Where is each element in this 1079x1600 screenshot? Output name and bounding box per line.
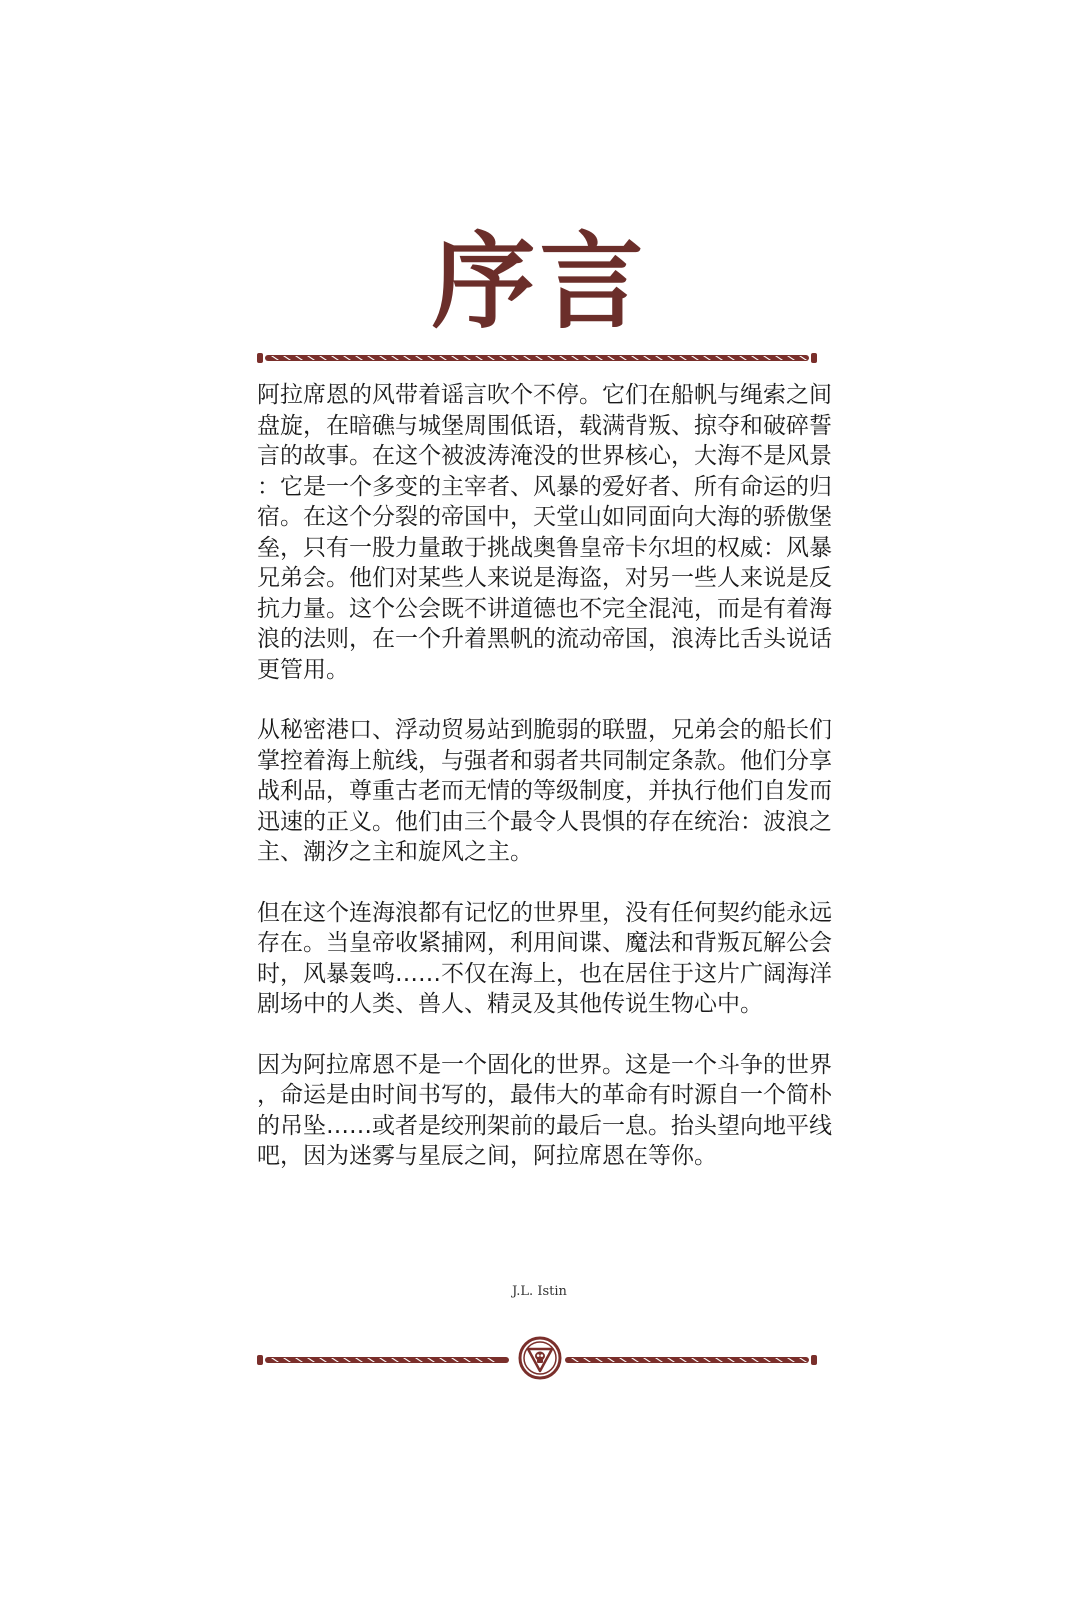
paragraph-2: 从秘密港口、浮动贸易站到脆弱的联盟，兄弟会的船长们掌控着海上航线，与强者和弱者共同制定条款。他们分享战利品，尊重古老而无情的等级制度，并执行他们自发而迅速的正义。他们由三个最令人畏惧的存在统治：波浪之主、潮汐之主和旋风之主。 xyxy=(257,717,832,865)
preface-body xyxy=(257,380,837,1202)
paragraph-4: 因为阿拉席恩不是一个固化的世界。这是一个斗争的世界，命运是由时间书写的，最伟大的革命有时源自一个简朴的吊坠……或者是绞刑架前的最后一息。抬头望向地平线吧，因为迷雾与星辰之间，阿拉席恩在等你。 xyxy=(257,1051,832,1169)
paragraph-1: 阿拉席恩的风带着谣言吹个不停。它们在船帆与绳索之间盘旋，在暗礁与城堡周围低语，载满背叛、掠夺和破碎誓言的故事。在这个被波涛淹没的世界核心，大海不是风景：它是一个多变的主宰者、风暴的爱好者、所有命运的归宿。在这个分裂的帝国中，天堂山如同面向大海的骄傲堡垒，只有一股力量敢于挑战奥鲁皇帝卡尔坦的权威：风暴兄弟会。他们对某些人来说是海盗，对另一些人来说是反抗力量。这个公会既不讲道德也不完全混沌，而是有着海浪的法则，在一个升着黑帆的流动帝国，浪涛比舌头说话更管用。 xyxy=(257,382,832,683)
rope-divider-icon xyxy=(257,350,817,366)
author-signature: J.L. Istin xyxy=(512,1284,567,1299)
paragraph-3: 但在这个连海浪都有记忆的世界里，没有任何契约能永远存在。当皇帝收紧捕网，利用间谍、魔法和背叛瓦解公会时，风暴轰鸣……不仅在海上，也在居住于这片广阔海洋剧场中的人类、兽人、精灵及其他传说生物心中。 xyxy=(257,899,832,1017)
skull-triangle-emblem-icon xyxy=(518,1336,562,1380)
page-title: 序言 xyxy=(431,220,648,343)
